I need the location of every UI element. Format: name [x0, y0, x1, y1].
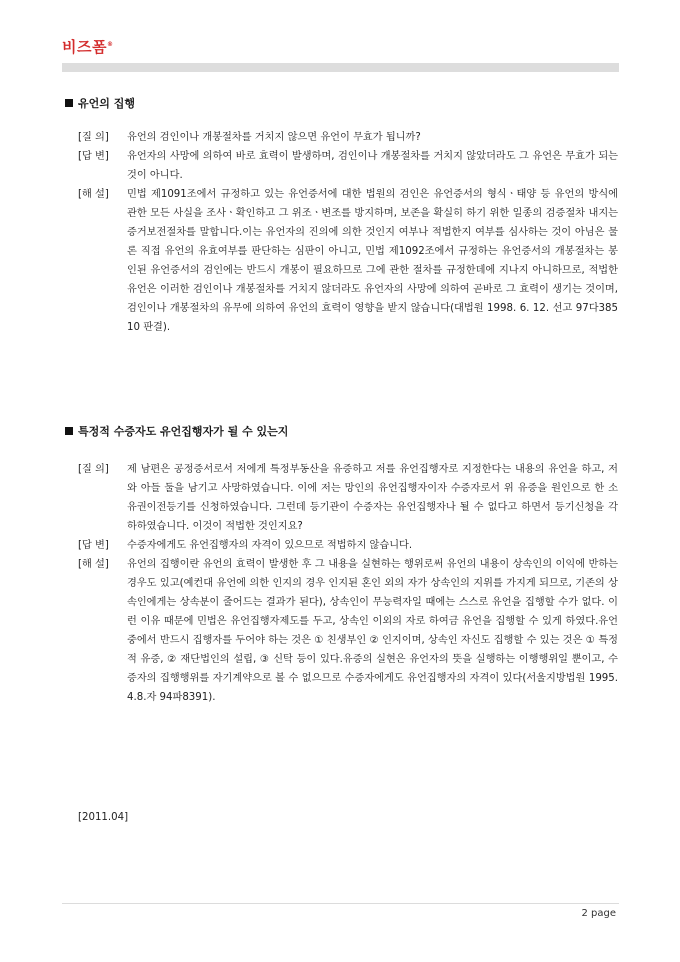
qa-text: 유언자의 사망에 의하여 바로 효력이 발생하며, 검인이나 개봉절차를 거치지 않았더라도 그 유언은 무효가 되는 것이 아니다. — [127, 151, 618, 181]
qa-text: 민법 제1091조에서 규정하고 있는 유언증서에 대한 법원의 검인은 유언증서의 형식ㆍ태양 등 유언의 방식에 관한 모든 사실을 조사ㆍ확인하고 그 위조ㆍ변조를 방지하며, 보존을 확실히 하기 위한 일종의 검증절차 내지는 증거보전절차를 말합니다.이는 유언자의 진의에 의한 것인지 여부나 적법한지 여부를 심사하는 것이 아님은 물론 직접 유언의 유효여부를 판단하는 심판이 아니고, 민법 제1092조에서 규정하는 유언증서의 개봉절차는 봉인된 유언증서의 검인에는 반드시 개봉이 필요하므로 그에 관한 절차를 규정한데에 지나지 아니하므로, 적법한 유언은 이러한 검인이나 개봉절차를 거치지 않더라도 유언자의 사망에 의하여 곧바로 그 효력이 생기는 것이며, 검인이나 개봉절차의 유무에 의하여 유언의 효력이 영향을 받지 않습니다(대법원 1998. 6. 12. 선고 97다38510 판결). — [127, 189, 618, 333]
qa-answer — [78, 536, 618, 555]
registered-mark: ® — [106, 41, 114, 48]
page-number: 2 page — [581, 908, 616, 919]
qa-text: 제 남편은 공정증서로서 저에게 특정부동산을 유증하고 저를 유언집행자로 지정한다는 내용의 유언을 하고, 저와 아들 둘을 남기고 사망하였습니다. 이에 저는 망인의 유언집행자이자 수증자로서 위 유증을 원인으로 한 소유권이전등기를 신청하였습니다. 그런데 등기관이 수증자는 유언집행자나 될 수 없다고 하면서 등기신청을 각하하였습니다. 이것이 적법한 것인지요? — [127, 464, 618, 532]
qa-block-1 — [78, 128, 618, 337]
square-bullet-icon — [65, 427, 73, 435]
qa-explanation — [78, 555, 618, 707]
qa-tag: [답 변] — [78, 151, 109, 162]
qa-block-2 — [78, 460, 618, 707]
qa-tag: [질 의] — [78, 132, 109, 143]
qa-text: 유언의 집행이란 유언의 효력이 발생한 후 그 내용을 실현하는 행위로써 유언의 내용이 상속인의 이익에 반하는 경우도 있고(예컨대 유언에 의한 인지의 경우 인지된 혼인 외의 자가 상속인의 지위를 가지게 되므로, 기존의 상속인에게는 상속분이 줄어드는 결과가 된다), 상속인이 무능력자일 때에는 스스로 유언을 집행할 수가 없다. 이런 이유 때문에 민법은 유언집행자제도를 두고, 상속인 이외의 자로 하여금 유언을 집행할 수 있게 하였다.유언 중에서 반드시 집행자를 두어야 하는 것은 ① 친생부인 ② 인지이며, 상속인 자신도 집행할 수 있는 것은 ① 특정적 유증, ② 재단법인의 설립, ③ 신탁 등이 있다.유증의 실현은 유언자의 뜻을 실행하는 이행행위일 뿐이고, 수증자의 집행행위를 자기계약으로 볼 수 없으므로 수증자에게도 유언집행자의 자격이 있다(서울지방법원 1995. 4.8.자 94파8391). — [127, 559, 618, 703]
bizforms-logo — [62, 36, 113, 57]
qa-tag: [질 의] — [78, 464, 109, 475]
qa-text: 유언의 검인이나 개봉절차를 거치지 않으면 유언이 무효가 됩니까? — [127, 132, 421, 143]
square-bullet-icon — [65, 99, 73, 107]
logo-text: 비즈폼 — [62, 38, 107, 56]
document-date: [2011.04] — [78, 812, 129, 823]
section-title-1: 유언의 집행 — [65, 95, 135, 111]
qa-text: 수증자에게도 유언집행자의 자격이 있으므로 적법하지 않습니다. — [127, 540, 413, 551]
qa-tag: [해 설] — [78, 189, 109, 200]
qa-tag: [해 설] — [78, 559, 109, 570]
footer-divider — [62, 903, 619, 904]
qa-answer — [78, 147, 618, 185]
qa-question — [78, 128, 618, 147]
header-bar — [62, 63, 619, 72]
qa-explanation — [78, 185, 618, 337]
qa-tag: [답 변] — [78, 540, 109, 551]
qa-question — [78, 460, 618, 536]
section-title-2: 특정적 수증자도 유언집행자가 될 수 있는지 — [65, 423, 288, 439]
